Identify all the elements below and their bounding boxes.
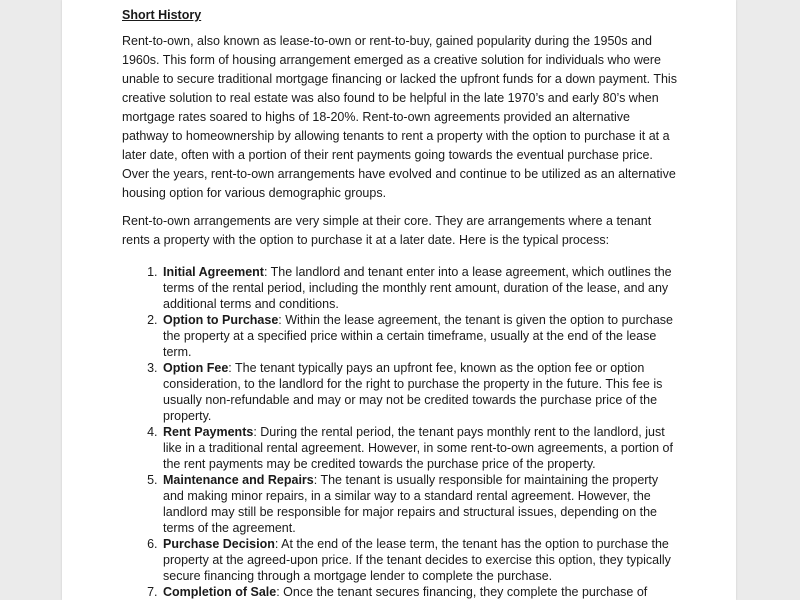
- document-body: [122, 6, 678, 600]
- section-heading: Short History: [122, 8, 202, 22]
- list-item: [161, 264, 678, 312]
- step-term: Option to Purchase: [163, 313, 279, 327]
- list-item: [161, 584, 678, 600]
- step-term: Rent Payments: [163, 425, 254, 439]
- step-text: : Within the lease agreement, the tenant is given the option to purchase the property at a specified price within a certain timeframe, usually at the end of the lease term.: [163, 313, 673, 359]
- step-term: Option Fee: [163, 361, 229, 375]
- step-text: : Once the tenant secures financing, they complete the purchase of: [276, 585, 648, 599]
- paragraph-history: Rent-to-own, also known as lease-to-own or rent-to-buy, gained popularity during the 1950s and 1960s. This form of housing arrangement emerged as a creative solution for individuals who were unable to secure traditional mortgage financing or lacked the upfront funds for a down payment. This creative solution to real estate was also found to be helpful in the late 1970’s and early 80’s when mortgage rates soared to highs of 18-20%. Rent-to-own agreements provided an alternative pathway to homeownership by allowing tenants to rent a property with the option to purchase it at a later date, often with a portion of their rent payments going towards the eventual purchase price. Over the years, rent-to-own arrangements have evolved and continue to be utilized as an alternative housing option for various demographic groups.: [122, 34, 677, 200]
- step-term: Completion of Sale: [163, 585, 277, 599]
- list-item: [161, 472, 678, 536]
- step-term: Initial Agreement: [163, 265, 264, 279]
- step-term: Purchase Decision: [163, 537, 275, 551]
- list-item: [161, 424, 678, 472]
- step-text: : The landlord and tenant enter into a lease agreement, which outlines the terms of the rental period, including the monthly rent amount, duration of the lease, and any additional terms and conditions.: [163, 265, 672, 311]
- process-steps-list: [122, 264, 678, 600]
- step-text: : The tenant typically pays an upfront fee, known as the option fee or option consideration, to the landlord for the right to purchase the property in the future. This fee is usually non-refundable and may or may not be credited towards the purchase price of the property.: [163, 361, 663, 423]
- step-text: : The tenant is usually responsible for maintaining the property and making minor repairs, in a similar way to a standard rental agreement. However, the landlord may still be responsible for major repairs and structural issues, depending on the terms of the agreement.: [163, 473, 659, 535]
- list-item: [161, 312, 678, 360]
- step-text: : During the rental period, the tenant pays monthly rent to the landlord, just like in a traditional rental agreement. However, in some rent-to-own agreements, a portion of the rent payments may be credited towards the purchase price of the property.: [163, 425, 673, 471]
- document-page: [62, 0, 736, 600]
- step-term: Maintenance and Repairs: [163, 473, 314, 487]
- list-item: [161, 360, 678, 424]
- list-item: [161, 536, 678, 584]
- paragraph-process-intro: Rent-to-own arrangements are very simple at their core. They are arrangements where a tenant rents a property with the option to purchase it at a later date. Here is the typical process:: [122, 214, 652, 247]
- step-text: : At the end of the lease term, the tenant has the option to purchase the property at the agreed-upon price. If the tenant decides to exercise this option, they typically secure financing through a mortgage lender to complete the purchase.: [163, 537, 671, 583]
